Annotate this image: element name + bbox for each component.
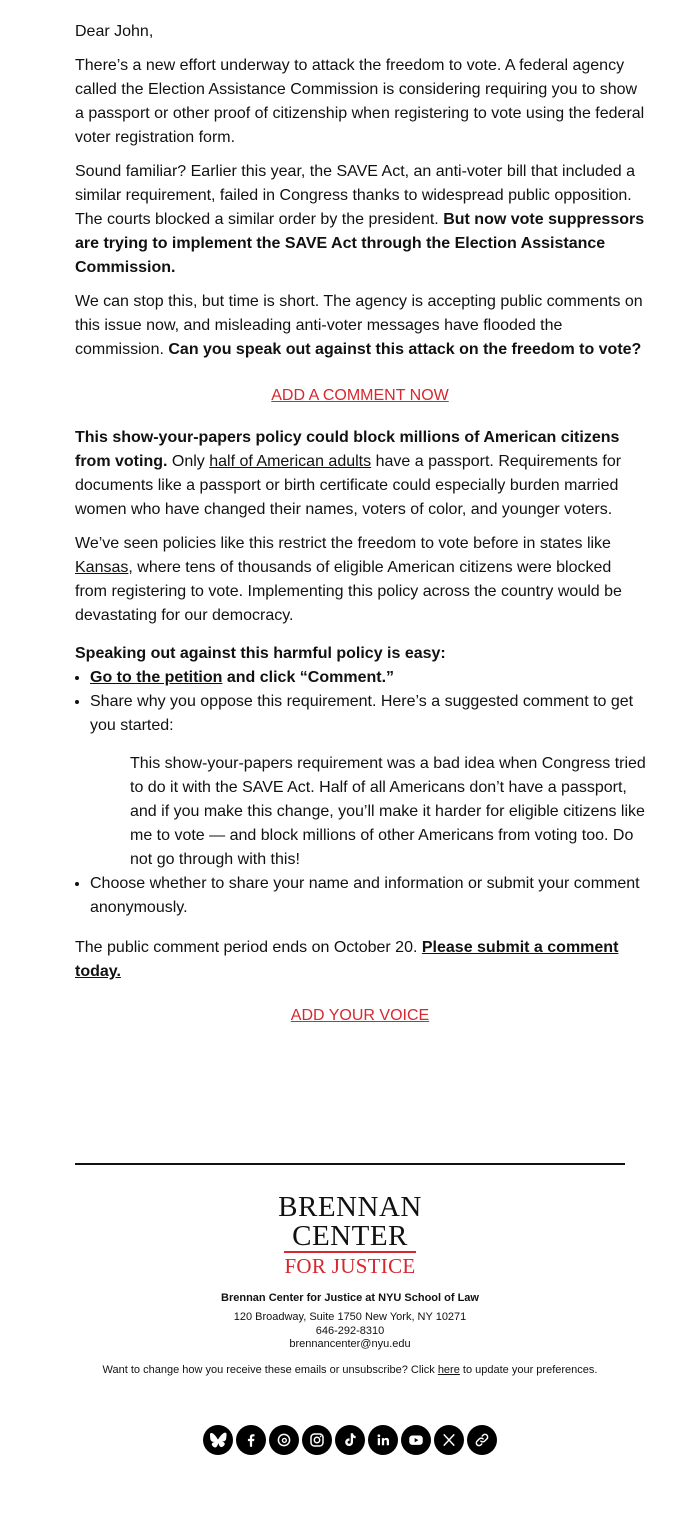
papers-policy-post: have a passport. Requirements for documents like a passport or birth certificate could especially burden married women who have changed their names, voters of color, and younger voters. <box>75 453 622 518</box>
preferences-text <box>0 1363 700 1377</box>
footer-info <box>0 1291 700 1377</box>
paragraph-kansas <box>75 532 645 628</box>
link-icon[interactable] <box>467 1425 497 1455</box>
paragraph-stop-this <box>75 290 645 362</box>
paragraph-save-act <box>75 160 645 280</box>
instagram-icon[interactable] <box>302 1425 332 1455</box>
footer-divider <box>75 1163 625 1165</box>
half-of-adults-link[interactable]: half of American adults <box>209 453 372 470</box>
deadline-text: The public comment period ends on October 20. <box>75 939 418 956</box>
kansas-link[interactable]: Kansas <box>75 559 129 576</box>
stop-this-text: We can stop this, but time is short. The agency is accepting public comments on this issue now, and misleading anti-voter messages have flooded the commission. <box>75 293 643 358</box>
step-anonymous-text: Choose whether to share your name and information or submit your comment anonymously. <box>90 875 640 916</box>
steps-heading-text: Speaking out against this harmful policy is easy: <box>75 645 446 662</box>
papers-policy-pre: Only <box>171 453 205 470</box>
step-share-text: Share why you oppose this requirement. Here’s a suggested comment to get you started: <box>90 693 634 734</box>
add-comment-now-link[interactable]: ADD A COMMENT NOW <box>271 387 449 404</box>
kansas-post: , where tens of thousands of eligible American citizens were blocked from registering to vote. Implementing this policy across the country would be devastating for our democracy. <box>75 559 622 624</box>
submit-comment-link[interactable]: Please submit a comment today. <box>75 939 619 980</box>
bluesky-icon[interactable] <box>203 1425 233 1455</box>
step-petition <box>90 666 645 690</box>
x-icon[interactable] <box>434 1425 464 1455</box>
cta-add-comment <box>75 384 645 408</box>
org-name: Brennan Center for Justice at NYU School of Law <box>221 1292 479 1304</box>
greeting: Dear John, <box>75 23 154 40</box>
linkedin-icon[interactable] <box>368 1425 398 1455</box>
cta-add-voice <box>75 1004 645 1028</box>
save-act-bold: But now vote suppressors are trying to implement the SAVE Act through the Election Assistance Commission. <box>75 211 645 276</box>
step-anonymous <box>90 872 645 920</box>
step-share <box>90 690 645 872</box>
add-your-voice-link[interactable]: ADD YOUR VOICE <box>290 1007 430 1024</box>
paragraph-intro: There’s a new effort underway to attack the freedom to vote. A federal agency called the Election Assistance Commission is considering requiring you to show a passport or other proof of citizenship when registering to vote using the federal voter registration form. <box>75 57 645 146</box>
step-petition-rest: and click “Comment.” <box>226 669 395 686</box>
tiktok-icon[interactable] <box>335 1425 365 1455</box>
steps-heading <box>75 642 645 666</box>
logo-line-center: CENTER <box>292 1220 408 1252</box>
paragraph-papers-policy <box>75 426 645 522</box>
preferences-pre: Want to change how you receive these emails or unsubscribe? Click <box>102 1363 435 1376</box>
suggested-comment: This show-your-papers requirement was a bad idea when Congress tried to do it with the SAVE Act. Half of all Americans don’t have a passport, and if you make this change, you’ll make it harder for eligible citizens like me to vote — and block millions of other Americans from voting too. Do not go through with this! <box>130 755 646 868</box>
org-email: brennancenter@nyu.edu <box>289 1338 411 1350</box>
stop-this-bold: Can you speak out against this attack on the freedom to vote? <box>168 341 642 358</box>
threads-icon[interactable] <box>269 1425 299 1455</box>
preferences-here-link[interactable]: here <box>437 1363 460 1376</box>
preferences-post: to update your preferences. <box>462 1363 598 1376</box>
save-act-text: Sound familiar? Earlier this year, the SAVE Act, an anti-voter bill that included a similar requirement, failed in Congress thanks to widespread public opposition. The courts blocked a similar order by the president. <box>75 163 635 228</box>
paragraph-deadline <box>75 936 645 984</box>
social-links <box>203 1425 499 1455</box>
email-body <box>75 20 645 1046</box>
org-address: 120 Broadway, Suite 1750 New York, NY 10271 <box>233 1311 467 1323</box>
youtube-icon[interactable] <box>401 1425 431 1455</box>
kansas-pre: We’ve seen policies like this restrict the freedom to vote before in states like <box>75 535 611 552</box>
brennan-center-logo[interactable] <box>0 1193 700 1278</box>
papers-policy-bold: This show-your-papers policy could block millions of American citizens from voting. <box>75 429 620 470</box>
go-to-petition-link[interactable]: Go to the petition <box>90 669 223 686</box>
steps-list <box>75 666 645 920</box>
logo-line-brennan: BRENNAN <box>278 1191 422 1223</box>
org-phone: 646-292-8310 <box>315 1324 385 1337</box>
facebook-icon[interactable] <box>236 1425 266 1455</box>
logo-line-for-justice: FOR JUSTICE <box>284 1251 415 1278</box>
